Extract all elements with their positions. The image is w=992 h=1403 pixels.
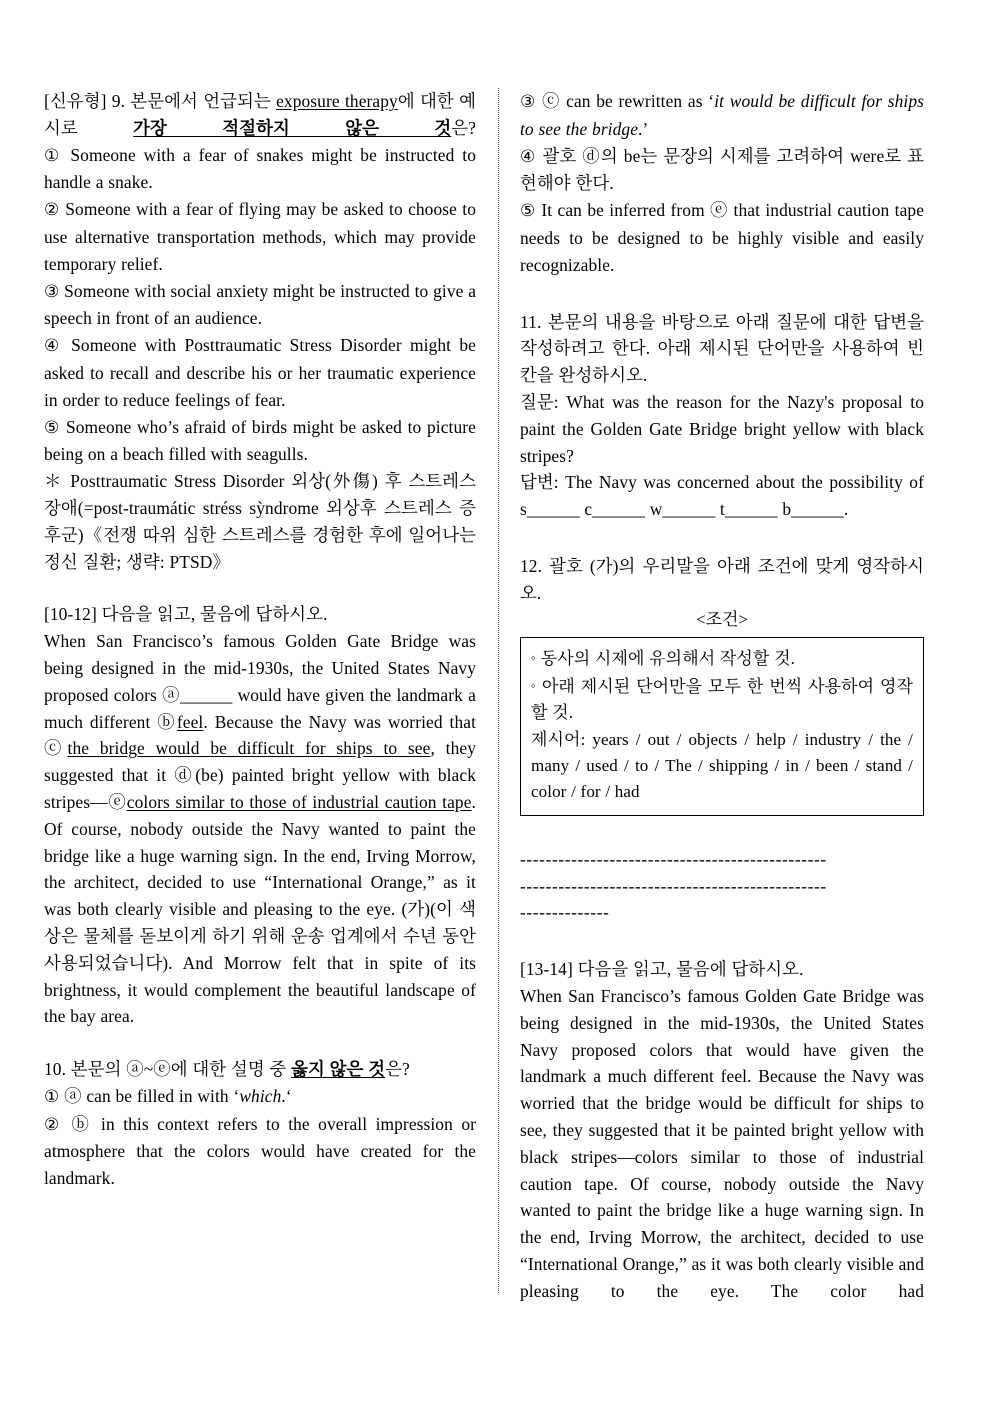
- underline-e: colors similar to those of industrial caution tape: [126, 791, 472, 812]
- passage-seg-6: . Of course, nobody outside the Navy wanted to paint the bridge like a huge warning sign. In the end, Irving Morrow, the architect, decided to use “International Orange,” as it was both clearly visible and pleasing to the eye. (가)(이 색상은 물체를 돋보이게 하기 위해 운송 업계에서 수년 동안 사용되었습니다). And Morrow felt that in spite of its brightness, it would complement the beautiful landscape of the bay area.: [44, 791, 476, 1027]
- q10-choice-5: [520, 197, 924, 278]
- q9-choice-2-text: Someone with a fear of flying may be asked to choose to use alternative transportation methods, which may provide temporary relief.: [44, 199, 477, 274]
- spacer: [520, 279, 924, 309]
- q9-choice-3: [44, 278, 476, 333]
- q11-question-text: What was the reason for the Nazy's proposal to paint the Golden Gate Bridge bright yellow with black stripes?: [520, 391, 924, 466]
- q9-choice-2-marker: ②: [44, 200, 60, 220]
- q10-choice-4-text: 괄호 ⓓ의 be는 문장의 시제를 고려하여 were로 표현해야 한다.: [520, 145, 925, 194]
- spacer: [520, 926, 924, 956]
- question-11: [520, 309, 924, 523]
- q9-footnote: ＊ Posttraumatic Stress Disorder 외상(外傷) 후 스트레스 장애(=post-traumátic stréss sỳndrome 외상후 스트레스 증후군)《전쟁 따위 심한 스트레스를 경험한 후에 일어나는 정신 질환; 생략: PTSD》: [44, 471, 476, 572]
- q9-choice-2: [44, 196, 476, 277]
- question-9: [44, 88, 476, 575]
- q10-choice-5-text: It can be inferred from ⓔ that industrial caution tape needs to be designed to be highly visible and easily recognizable.: [520, 200, 925, 275]
- marker-b: ⓑ: [157, 711, 177, 732]
- q10-choice-3-italic: it would be difficult for ships to see the bridge: [520, 91, 925, 139]
- column-divider: [498, 88, 499, 1293]
- q9-choice-3-marker: ③: [44, 281, 60, 301]
- condition-item-2: [531, 673, 913, 727]
- q9-choice-5: [44, 414, 476, 469]
- spacer: [44, 1030, 476, 1056]
- condition-item-1-text: 동사의 시제에 유의해서 작성할 것.: [540, 649, 795, 669]
- marker-e: ⓔ: [107, 791, 127, 812]
- q9-prompt-prefix: [신유형] 9. 본문에서 언급되는: [44, 91, 277, 111]
- left-column: [44, 88, 484, 1192]
- q10-choice-4-marker: ④: [520, 146, 537, 166]
- wordbank: [531, 727, 913, 806]
- blank-a-marker: ⓐ: [162, 684, 181, 705]
- q9-choice-4: [44, 332, 476, 413]
- right-column: [484, 88, 924, 1305]
- question-9-prompt: [44, 88, 476, 142]
- q9-choice-4-marker: ④: [44, 336, 63, 356]
- spacer: [44, 575, 476, 601]
- condition-title: <조건>: [695, 609, 749, 629]
- two-column-layout: [44, 88, 944, 1305]
- blank-a-rule[interactable]: ______: [180, 684, 233, 705]
- q10-choice-5-marker: ⑤: [520, 201, 536, 221]
- bullet-icon: ◦: [531, 650, 536, 666]
- wordbank-label: 제시어:: [531, 729, 586, 749]
- answer-dash-row-3[interactable]: --------------: [520, 902, 610, 923]
- q11-answer-text[interactable]: The Navy was concerned about the possibility of s______ c______ w______ t______ b______.: [520, 472, 924, 520]
- q10-choice-2-marker: ②: [44, 1114, 64, 1134]
- marker-d: ⓓ: [174, 765, 196, 786]
- question-11-answer[interactable]: [520, 469, 924, 523]
- passage-13-14-body: When San Francisco’s famous Golden Gate Bridge was being designed in the mid-1930s, the United States Navy proposed colors that would have given the landmark a much different feel. Because the Navy was worried that the bridge would be difficult for ships to see, they suggested that it be painted bright yellow with black stripes—colors similar to those of industrial caution tape. Of course, nobody outside the Navy wanted to paint the bridge like a huge warning sign. In the end, Irving Morrow, the architect, decided to use “International Orange,” as it was both clearly visible and pleasing to the eye. The color had: [520, 985, 924, 1301]
- q10-choice-3-pre: ⓒ can be rewritten as ‘: [542, 91, 715, 111]
- q10-choice-3: [520, 88, 924, 143]
- marker-c: ⓒ: [44, 738, 68, 759]
- bullet-icon: ◦: [531, 677, 537, 693]
- passage-13-14-instruction: [13-14] 다음을 읽고, 물음에 답하시오.: [520, 959, 804, 980]
- q10-choice-1-pre: ⓐ can be filled in with ‘: [64, 1085, 240, 1106]
- q9-prompt-mid: 에 대한 예시로: [44, 91, 476, 138]
- q9-choice-3-text: Someone with social anxiety might be instructed to give a speech in front of an audience.: [44, 280, 477, 329]
- passage-10-12: [44, 601, 476, 1030]
- q9-choice-5-text: Someone who’s afraid of birds might be asked to picture being on a beach filled with seagulls.: [44, 416, 476, 465]
- condition-box: [520, 637, 924, 815]
- passage-13-14: [520, 956, 924, 1304]
- underline-c: the bridge would be difficult for ships to see: [67, 738, 431, 759]
- q10-choice-1-italic: which: [239, 1085, 282, 1106]
- question-10: [44, 1056, 476, 1192]
- question-12-instruction: 12. 괄호 (가)의 우리말을 아래 조건에 맞게 영작하시오.: [520, 555, 924, 603]
- q9-choice-4-text: Someone with Posttraumatic Stress Disorder might be asked to recall and describe his or her traumatic experience in order to reduce feelings of fear.: [44, 335, 476, 410]
- q10-choice-2: [44, 1111, 476, 1192]
- q9-choice-1-marker: ①: [44, 145, 63, 165]
- q9-choice-1-text: Someone with a fear of snakes might be instructed to handle a snake.: [44, 144, 476, 193]
- q11-answer-label: 답변:: [520, 472, 559, 493]
- q10-prompt-prefix: 10. 본문의 ⓐ~ⓔ에 대한 설명 중: [44, 1059, 292, 1080]
- q10-choice-1-marker: ①: [44, 1086, 60, 1106]
- passage-10-12-instruction: [10-12] 다음을 읽고, 물음에 답하시오.: [44, 604, 328, 625]
- q11-question-label: 질문:: [520, 391, 559, 412]
- q10-prompt-bold-underline: 옳지 않은 것: [291, 1059, 386, 1080]
- q10-prompt-suffix: 은?: [385, 1059, 410, 1080]
- text-d: (be): [195, 765, 224, 786]
- q9-prompt-suffix: 은?: [451, 117, 477, 138]
- passage-seg-2: would have given the landmark a much different: [44, 684, 476, 732]
- q10-choice-1: [44, 1083, 476, 1111]
- passage-seg-3: . Because the Navy was worried that: [203, 711, 476, 732]
- question-10-continued: [520, 88, 924, 279]
- underline-b: feel: [176, 711, 204, 732]
- passage-seg-1: When San Francisco’s famous Golden Gate Bridge was being designed in the mid-1930s, the United States Navy proposed colors: [44, 631, 476, 705]
- q9-prompt-underlined: exposure therapy: [276, 91, 398, 111]
- answer-dash-row-1[interactable]: ------------------------------------------------: [520, 848, 827, 869]
- q10-choice-2-text: ⓑ in this context refers to the overall impression or atmosphere that the colors would have created for the landmark.: [44, 1113, 477, 1189]
- q9-choice-1: [44, 142, 476, 197]
- q9-choice-5-marker: ⑤: [44, 417, 61, 437]
- condition-item-2-text: 아래 제시된 단어만을 모두 한 번씩 사용하여 영작할 것.: [531, 676, 913, 723]
- question-11-instruction: 11. 본문의 내용을 바탕으로 아래 질문에 대한 답변을 작성하려고 한다. 아래 제시된 단어만을 사용하여 빈칸을 완성하시오.: [520, 311, 924, 386]
- question-12: [520, 553, 924, 926]
- q10-choice-1-post: .‘: [281, 1085, 292, 1106]
- condition-item-1: [531, 645, 913, 672]
- question-10-prompt: [44, 1056, 476, 1083]
- spacer: [520, 523, 924, 553]
- q10-choice-3-marker: ③: [520, 92, 537, 111]
- answer-write-area[interactable]: [520, 846, 924, 926]
- question-11-question: [520, 389, 924, 469]
- answer-dash-row-2[interactable]: ------------------------------------------------: [520, 875, 827, 896]
- passage-seg-5: painted bright yellow with black stripes—: [44, 765, 476, 812]
- q10-choice-4: [520, 143, 924, 198]
- wordbank-text: years / out / objects / help / industry / the / many / used / to / The / shipping / in / been / stand / color / for / had: [531, 729, 913, 802]
- q10-choice-3-post: .’: [638, 118, 649, 139]
- q9-prompt-bold-underline: 가장 적절하지 않은 것: [133, 117, 452, 138]
- passage-10-12-body: [44, 628, 476, 1030]
- passage-seg-4: , they suggested that it: [44, 738, 476, 786]
